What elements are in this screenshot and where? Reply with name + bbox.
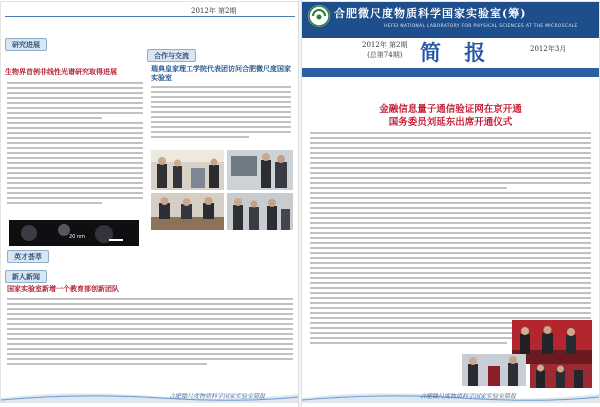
header-rule: [5, 16, 295, 17]
info-band: [302, 68, 599, 77]
lead-title-line-2: 国务委员刘延东出席开通仪式: [388, 117, 513, 128]
exchange-photo-equipment: [227, 150, 293, 190]
issue-date: 2012年3月: [530, 45, 567, 53]
masthead: [302, 2, 599, 38]
left-footer: 合肥微尺度物质科学国家实验室简报: [169, 393, 266, 400]
right-page: [302, 2, 599, 402]
ceremony-photo-bottom-right: [530, 364, 592, 388]
personnel-section-label: 新人新闻: [5, 270, 47, 283]
exchange-article-body: [151, 86, 291, 146]
young-talent-section-label: 英才荟萃: [7, 250, 49, 263]
research-article-title: 生物界首例非线性光谱研究取得进展: [5, 68, 117, 76]
masthead-title: 合肥微尺度物质科学国家实验室(筹): [334, 7, 527, 20]
left-page: [1, 2, 298, 402]
scale-bar-label: 20 nm: [69, 234, 85, 240]
exchange-article-title: 瑞典皇家理工学院代表团访问合肥微尺度国家实验室: [151, 65, 291, 82]
issue-number: [362, 40, 408, 60]
microscopy-image: [9, 220, 139, 246]
research-section-label: 研究进展: [5, 38, 47, 51]
right-footer: 合肥微尺度物质科学国家实验室简报: [420, 393, 517, 400]
lead-title-line-1: 金融信息量子通信验证网在京开通: [379, 104, 522, 115]
issue-line-1: 2012年 第2期: [362, 41, 408, 49]
issue-header: 2012年 第2期: [191, 7, 237, 15]
issue-line-2: (总第74期): [367, 51, 403, 59]
personnel-article-title: 国家实验室新增一个教育部创新团队: [7, 285, 119, 293]
research-article-body: [7, 82, 143, 217]
ceremony-photo-bottom-left: [462, 354, 526, 386]
exchange-photo-group: [227, 193, 293, 230]
lead-article-body: [310, 132, 591, 350]
exchange-photo-lab-visit: [151, 150, 224, 190]
masthead-subtitle: HEFEI NATIONAL LABORATORY FOR PHYSICAL SCIENCES AT THE MICROSCALE: [384, 24, 578, 29]
personnel-article-body: [7, 298, 293, 378]
brief-title: 简 报: [420, 40, 494, 65]
exchange-section-label: 合作与交流: [147, 49, 196, 62]
exchange-photo-meeting: [151, 193, 224, 230]
lead-article-title: [312, 103, 589, 129]
lab-logo: [308, 5, 330, 27]
